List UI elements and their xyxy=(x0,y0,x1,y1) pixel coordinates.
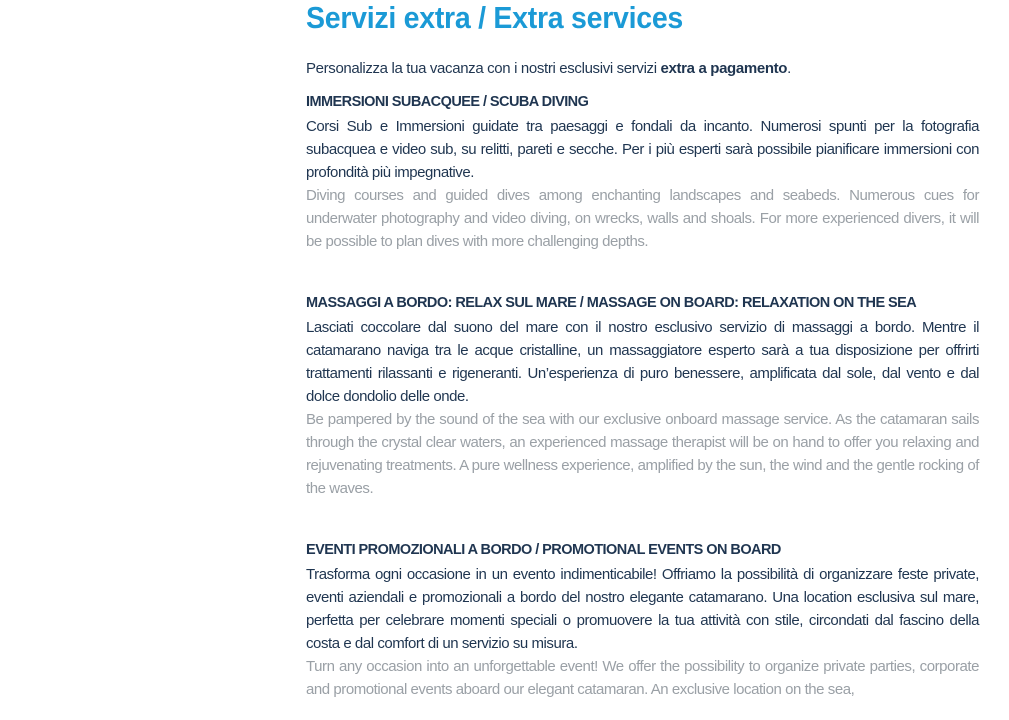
section-heading: EVENTI PROMOZIONALI A BORDO / PROMOTIONAL EVENTS ON BOARD xyxy=(306,542,781,558)
section-scuba-diving xyxy=(306,93,979,253)
section-text-italian: Corsi Sub e Immersioni guidate tra paesaggi e fondali da incanto. Numerosi spunti per la fotografia subacquea e video sub, su relitti, pareti e secche. Per i più esperti sarà possibile pianificare immersioni con profondità più impegnative. xyxy=(306,118,979,181)
section-massage-on-board xyxy=(306,294,979,500)
section-text-english: Turn any occasion into an unforgettable event! We offer the possibility to organize private parties, corporate and promotional events aboard our elegant catamaran. An exclusive location on the sea, xyxy=(306,658,979,698)
section-promotional-events xyxy=(306,541,979,701)
section-text-english: Diving courses and guided dives among enchanting landscapes and seabeds. Numerous cues for underwater photography and video diving, on wrecks, walls and shoals. For more experienced divers, it will be possible to plan dives with more challenging depths. xyxy=(306,187,979,250)
intro-paragraph xyxy=(306,59,979,79)
intro-bold-text: extra a pagamento xyxy=(660,60,788,77)
section-heading: IMMERSIONI SUBACQUEE / SCUBA DIVING xyxy=(306,94,589,110)
section-heading: MASSAGGI A BORDO: RELAX SUL MARE / MASSAGE ON BOARD: RELAXATION ON THE SEA xyxy=(306,295,917,311)
section-text-italian: Trasforma ogni occasione in un evento indimenticabile! Offriamo la possibilità di organizzare feste private, eventi aziendali e promozionali a bordo del nostro elegante catamarano. Una location esclusiva sul mare, perfetta per celebrare momenti speciali o promuovere la tua attività con stile, circondati dal fascino della costa e dal comfort di un servizio su misura. xyxy=(306,566,979,652)
section-text-english: Be pampered by the sound of the sea with our exclusive onboard massage service. As the catamaran sails through the crystal clear waters, an experienced massage therapist will be on hand to offer you relaxing and rejuvenating treatments. A pure wellness experience, amplified by the sun, the wind and the gentle rocking of the waves. xyxy=(306,411,979,497)
page-title: Servizi extra / Extra services xyxy=(306,0,684,35)
section-text-italian: Lasciati coccolare dal suono del mare con il nostro esclusivo servizio di massaggi a bordo. Mentre il catamarano naviga tra le acque cristalline, un massaggiatore esperto sarà a tua disposizione per offrirti trattamenti rilassanti e rigeneranti. Un’esperienza di puro benessere, amplificata dal sole, dal vento e dal dolce dondolio delle onde. xyxy=(306,319,979,405)
intro-text: Personalizza la tua vacanza con i nostri esclusivi servizi xyxy=(306,60,661,77)
document-page xyxy=(306,0,979,701)
intro-end: . xyxy=(787,60,791,77)
